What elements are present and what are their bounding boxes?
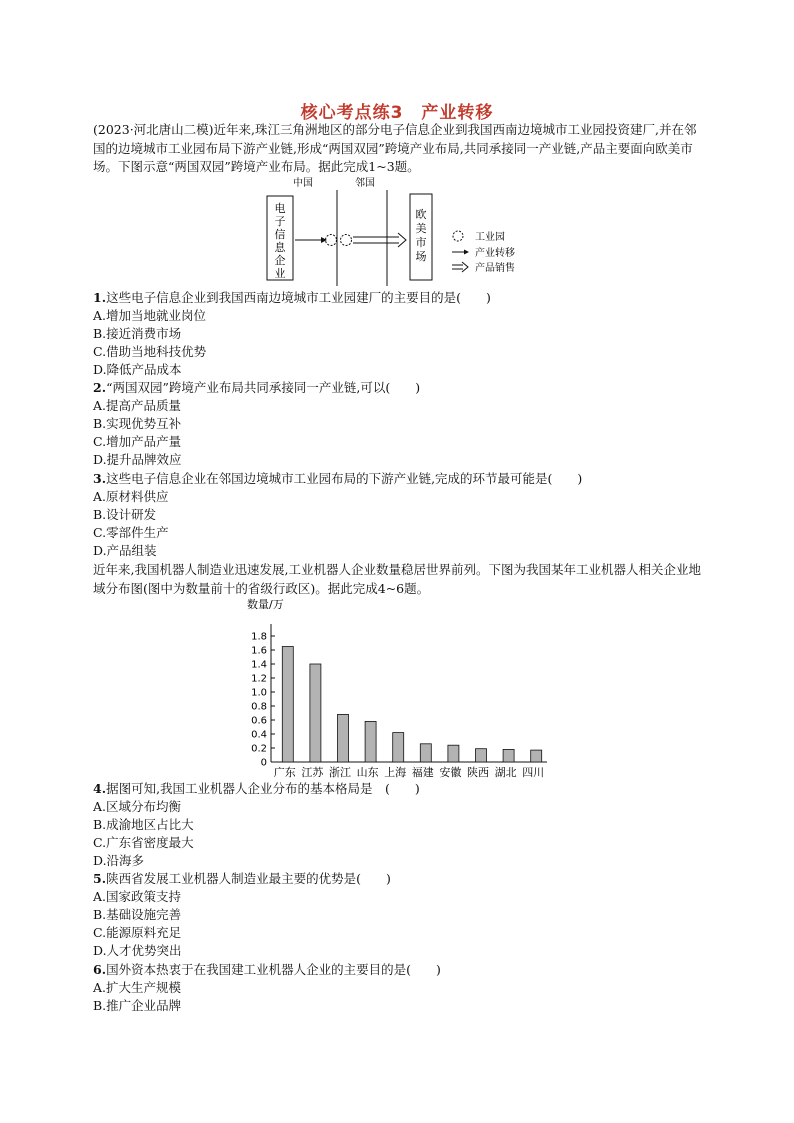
q1-option-a[interactable]: A.增加当地就业岗位 — [93, 308, 207, 323]
svg-text:子: 子 — [274, 215, 286, 228]
x-tick-label: 陕西 — [467, 766, 489, 779]
q5-option-a[interactable]: A.国家政策支持 — [93, 889, 182, 904]
x-tick-label: 福建 — [411, 766, 434, 779]
label-neighbor: 邻国 — [355, 178, 375, 189]
q5-option-c[interactable]: C.能源原料充足 — [93, 925, 182, 940]
y-tick-label: 0.4 — [251, 729, 267, 741]
q6-option-a[interactable]: A.扩大生产规模 — [93, 980, 182, 995]
q4-option-b[interactable]: B.成渝地区占比大 — [93, 817, 194, 832]
y-tick-label: 1.6 — [251, 645, 267, 657]
q1-option-b[interactable]: B.接近消费市场 — [93, 326, 182, 341]
x-tick-label: 广东 — [273, 766, 296, 779]
bar-5 — [420, 744, 431, 762]
question-2: 2.“两国双园”跨境产业布局共同承接同一产业链,可以( ) — [93, 380, 421, 395]
svg-text:产业转移: 产业转移 — [475, 248, 515, 259]
q6-option-b[interactable]: B.推广企业品牌 — [93, 998, 182, 1013]
enterprise-box-text — [275, 201, 287, 280]
svg-text:场: 场 — [415, 250, 427, 263]
intro-paragraph-1: (2023·河北唐山二模)近年来,珠江三角洲地区的部分电子信息企业到我国西南边境城市工业园投资建厂,并在邻国的边境城市工业园布局下游产业链,形成“两国双园”跨境产业布局,共同承接同一产业链,产品主要面向欧美市场。下图示意“两国双园”跨境产业布局。据此完成1~3题。 — [93, 122, 697, 174]
y-tick-label: 1.4 — [251, 659, 267, 671]
y-tick-label: 0.8 — [251, 701, 267, 713]
x-tick-label: 山东 — [356, 766, 379, 779]
q1-option-c[interactable]: C.借助当地科技优势 — [93, 344, 207, 359]
y-tick-label: 0.6 — [251, 715, 267, 727]
bar-0 — [282, 647, 293, 763]
x-tick-label: 湖北 — [494, 766, 517, 779]
legend-park-icon — [453, 231, 463, 241]
y-tick-label: 0.2 — [251, 743, 267, 755]
svg-text:息: 息 — [274, 241, 286, 254]
y-tick-label: 1.8 — [251, 631, 267, 643]
market-box-text — [416, 207, 427, 263]
y-tick-label: 1.0 — [251, 687, 267, 699]
question-5: 5.陕西省发展工业机器人制造业最主要的优势是( ) — [93, 871, 391, 886]
y-tick-label: 1.2 — [251, 673, 267, 685]
q1-option-d[interactable]: D.降低产品成本 — [93, 362, 182, 377]
svg-text:业: 业 — [274, 267, 286, 280]
page-title: 核心考点练3 产业转移 — [300, 103, 494, 123]
question-6: 6.国外资本热衷于在我国建工业机器人企业的主要目的是( ) — [93, 962, 441, 977]
q3-option-d[interactable]: D.产品组装 — [93, 543, 157, 558]
label-china: 中国 — [293, 178, 313, 189]
svg-text:电: 电 — [274, 202, 286, 215]
q2-option-b[interactable]: B.实现优势互补 — [93, 416, 182, 431]
bar-2 — [338, 714, 349, 762]
q3-option-a[interactable]: A.原材料供应 — [93, 489, 169, 504]
y-tick-label: 0 — [260, 757, 267, 769]
two-countries-diagram — [255, 174, 545, 292]
q3-option-c[interactable]: C.零部件生产 — [93, 525, 169, 540]
svg-text:欧: 欧 — [415, 208, 427, 221]
bar-4 — [393, 733, 404, 762]
intro-paragraph-2: 近年来,我国机器人制造业迅速发展,工业机器人企业数量稳居世界前列。下图为我国某年工业机器人相关企业地域分布图(图中为数量前十的省级行政区)。据此完成4~6题。 — [93, 562, 701, 596]
question-1: 1.这些电子信息企业到我国西南边境城市工业园建厂的主要目的是( ) — [93, 290, 491, 305]
industrial-park-neighbor — [341, 235, 352, 246]
q2-option-c[interactable]: C.增加产品产量 — [93, 434, 182, 449]
x-tick-label: 江苏 — [301, 766, 324, 779]
chart-ylabel: 数量/万 — [247, 598, 284, 611]
svg-text:市: 市 — [415, 236, 427, 249]
industrial-park-china — [326, 235, 337, 246]
q3-option-b[interactable]: B.设计研发 — [93, 507, 157, 522]
svg-text:产品销售: 产品销售 — [475, 263, 515, 274]
bar-8 — [503, 749, 514, 762]
q4-option-a[interactable]: A.区域分布均衡 — [93, 799, 182, 814]
bar-1 — [310, 664, 321, 762]
q2-option-a[interactable]: A.提高产品质量 — [93, 398, 182, 413]
x-tick-label: 浙江 — [329, 766, 351, 779]
q5-option-b[interactable]: B.基础设施完善 — [93, 907, 182, 922]
svg-text:工业园: 工业园 — [475, 232, 505, 243]
robot-enterprise-bar-chart — [235, 594, 555, 780]
x-tick-label: 安徽 — [439, 766, 462, 779]
q5-option-d[interactable]: D.人才优势突出 — [93, 943, 182, 958]
question-3: 3.这些电子信息企业在邻国边境城市工业园布局的下游产业链,完成的环节最可能是( ) — [93, 471, 583, 486]
q4-option-d[interactable]: D.沿海多 — [93, 853, 145, 868]
bar-9 — [531, 750, 542, 762]
q2-option-d[interactable]: D.提升品牌效应 — [93, 452, 182, 467]
bar-3 — [365, 721, 376, 762]
bar-6 — [448, 745, 459, 762]
svg-text:信: 信 — [274, 228, 286, 241]
q4-option-c[interactable]: C.广东省密度最大 — [93, 835, 194, 850]
svg-text:企: 企 — [274, 254, 286, 267]
x-tick-label: 上海 — [384, 766, 407, 779]
question-4: 4.据图可知,我国工业机器人企业分布的基本格局是 ( ) — [93, 781, 420, 796]
svg-text:美: 美 — [415, 222, 427, 235]
bar-7 — [476, 749, 487, 762]
x-tick-label: 四川 — [522, 766, 545, 779]
diagram-legend — [452, 230, 515, 274]
